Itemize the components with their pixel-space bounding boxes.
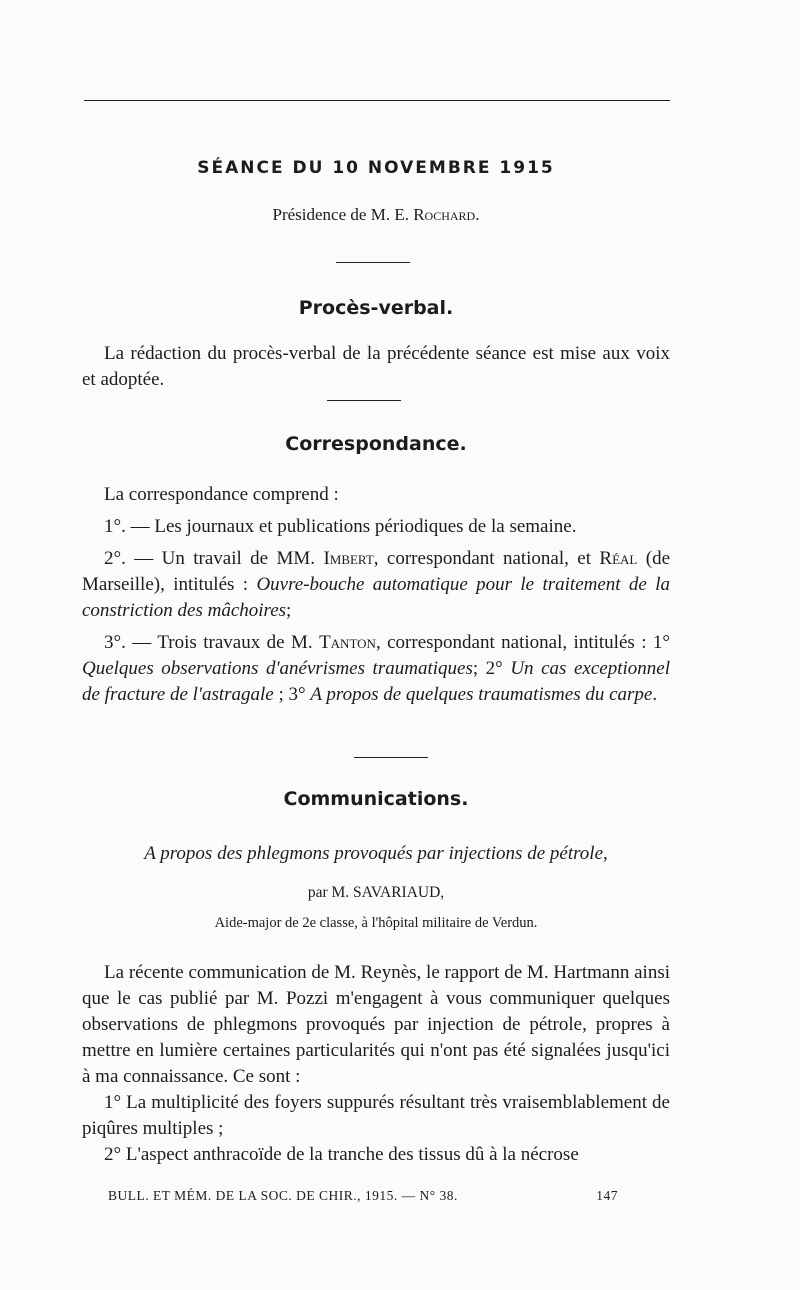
page-number: 147 xyxy=(596,1188,618,1203)
proces-verbal-block xyxy=(82,341,670,393)
communication-point-1: 1° La multiplicité des foyers suppurés résultant très vraisemblablement de piqûres multiples ; xyxy=(82,1092,670,1139)
item3-text: 3°. — Trois travaux de M. xyxy=(104,632,320,653)
item3-title-3: A propos de quelques traumatismes du carpe xyxy=(310,684,653,705)
separator-rule xyxy=(336,262,410,263)
item2-text: (de Marseille), intitulés : xyxy=(82,548,670,595)
footer-journal: BULL. ET MÉM. DE LA SOC. DE CHIR., 1915. — N° 38. xyxy=(108,1188,458,1203)
communication-affiliation: Aide-major de 2e classe, à l'hôpital militaire de Verdun. xyxy=(214,915,538,931)
communication-title: A propos des phlegmons provoqués par injections de pétrole, xyxy=(144,843,608,864)
separator-rule xyxy=(354,757,428,758)
proces-verbal-text: La rédaction du procès-verbal de la précédente séance est mise aux voix et adoptée. xyxy=(82,343,670,390)
item3-text: . xyxy=(652,684,658,705)
item3-title-1: Quelques observations d'anévrismes traumatiques xyxy=(82,658,473,679)
presidence-suffix: . xyxy=(475,205,480,224)
communication-point-2: 2° L'aspect anthracoïde de la tranche des tissus dû à la nécrose xyxy=(104,1144,579,1165)
item3-text: ; 3° xyxy=(273,684,311,705)
correspondance-block xyxy=(82,482,670,708)
page-footer xyxy=(108,1188,618,1204)
heading-correspondance: Correspondance. xyxy=(285,433,467,455)
item2-text: ; xyxy=(286,600,292,621)
communication-byline: par M. SAVARIAUD, xyxy=(307,884,445,901)
item2-title: Ouvre-bouche automatique pour le traitement de la constriction des mâchoires xyxy=(82,574,671,621)
separator-rule xyxy=(327,400,401,401)
heading-communications: Communications. xyxy=(283,788,469,810)
correspondance-item-3 xyxy=(82,630,670,708)
top-rule xyxy=(84,100,670,101)
item2-text: 2°. — Un travail de MM. xyxy=(104,548,324,569)
author-tanton: Tanton xyxy=(319,632,376,653)
presidence-line xyxy=(82,205,670,225)
communication-body xyxy=(82,960,670,1168)
item3-text: ; 2° xyxy=(472,658,511,679)
seance-title: SÉANCE DU 10 NOVEMBRE 1915 xyxy=(197,158,555,178)
item3-text: , correspondant national, intitulés : 1° xyxy=(375,632,670,653)
presidence-name: Rochard xyxy=(413,205,476,224)
correspondance-item-1: 1°. — Les journaux et publications périodiques de la semaine. xyxy=(104,516,577,537)
communication-paragraph: La récente communication de M. Reynès, le rapport de M. Hartmann ainsi que le cas publié par M. Pozzi m'engagent à vous communiquer quelques observations de phlegmons provoqués par injection de pétrole, propres à mettre en lumière certaines particularités qui n'ont pas été signalées jusqu'ici à ma connaissance. Ce sont : xyxy=(82,962,670,1087)
correspondance-item-2 xyxy=(82,546,670,624)
presidence-prefix: Présidence de M. E. xyxy=(272,205,414,224)
author-imbert: Imbert xyxy=(323,548,374,569)
item2-text: , correspondant national, et xyxy=(373,548,600,569)
correspondance-intro: La correspondance comprend : xyxy=(104,484,339,505)
heading-proces-verbal: Procès-verbal. xyxy=(298,297,454,319)
item3-title-2: Un cas exceptionnel de fracture de l'astragale xyxy=(82,658,670,705)
author-real: Réal xyxy=(599,548,638,569)
